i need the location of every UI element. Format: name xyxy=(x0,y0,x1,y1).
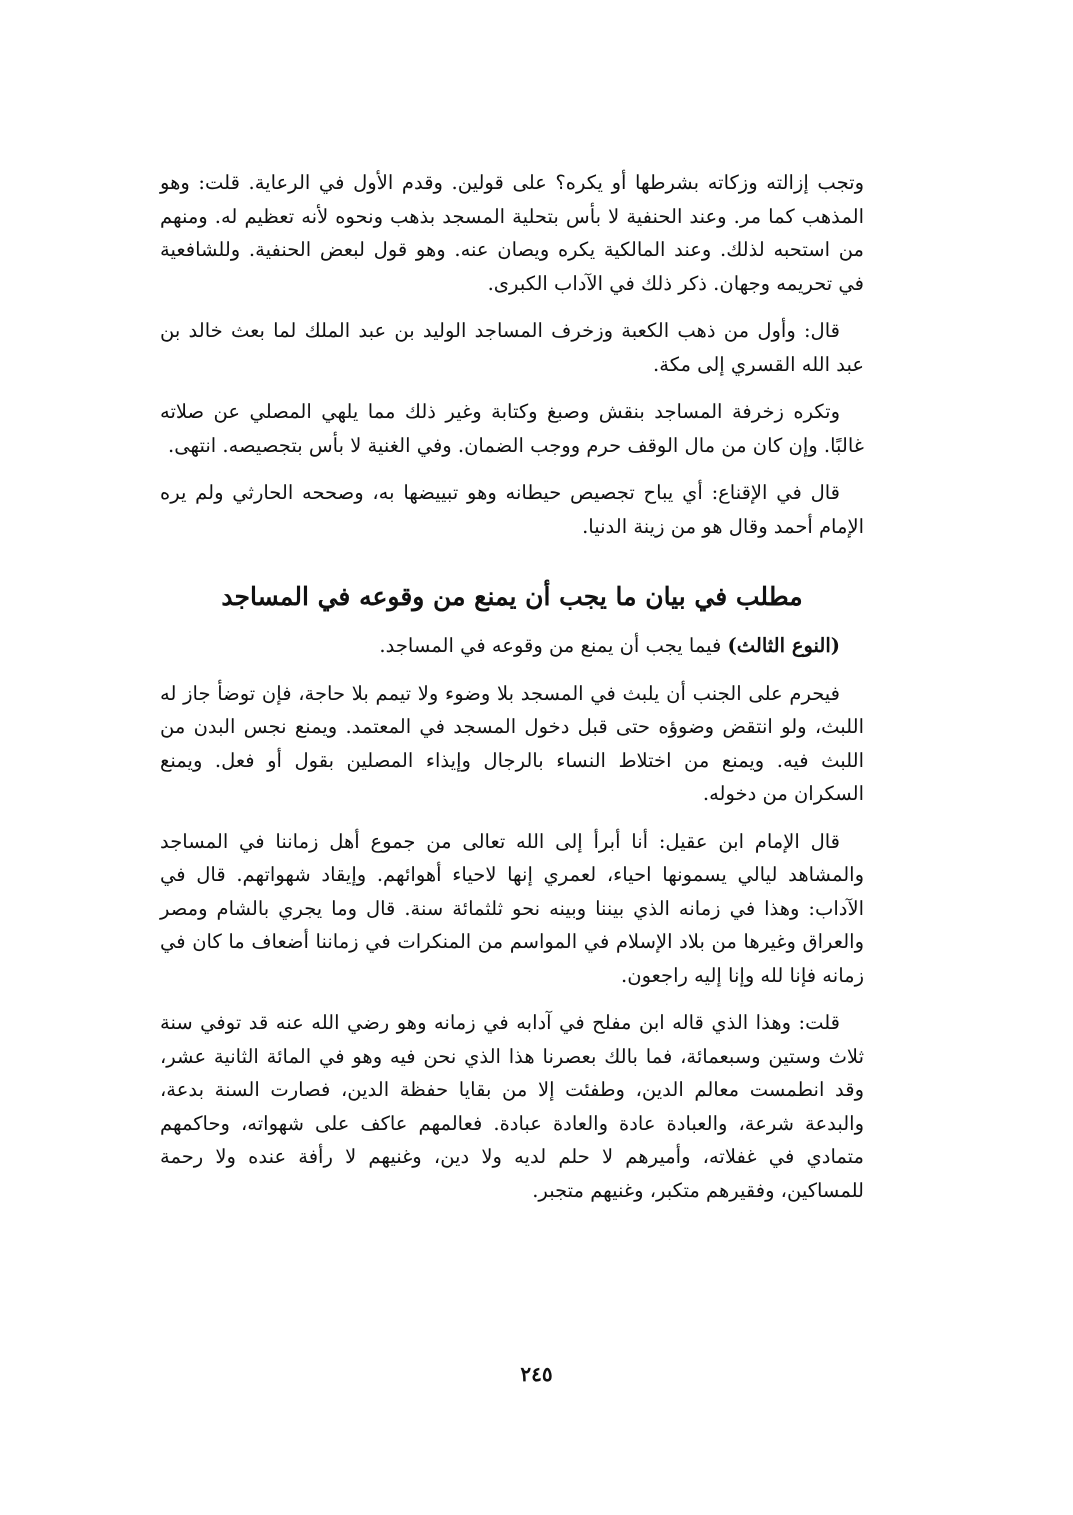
paragraph-4: قال في الإقناع: أي يباح تجصيص حيطانه وهو تبييضها به، وصححه الحارثي ولم يره الإمام أحمد وقال هو من زينة الدنيا. xyxy=(160,481,864,538)
section-heading: مطلب في بيان ما يجب أن يمنع من وقوعه في المساجد xyxy=(221,582,803,611)
paragraph-6: قال الإمام ابن عقيل: أنا أبرأ إلى الله تعالى من جموع أهل زماننا في المساجد والمشاهد ليالي يسمونها احياء، لعمري إنها لاحياء أهوائهم. وإيقاد شهواتهم. قال في الآداب: وهذا في زمانه الذي بيننا وبينه نحو ثلثمائة سنة. قال وما يجري بالشام ومصر والعراق وغيرها من بلاد الإسلام في المواسم من المنكرات في زماننا أضعاف ما كان في زمانه فإنا لله وإنا إليه راجعون. xyxy=(160,829,864,987)
paragraph-1: وتجب إزالته وزكاته بشرطها أو يكره؟ على قولين. وقدم الأول في الرعاية. قلت: وهو المذهب كما مر. وعند الحنفية لا بأس بتحلية المسجد بذهب ونحوه لأنه تعظيم له. ومنهم من استحبه لذلك. وعند المالكية يكره ويصان عنه. وهو قول لبعض الحنفية. وللشافعية في تحريمه وجهان. ذكر ذلك في الآداب الكبرى. xyxy=(160,171,864,295)
subheading-text: فيما يجب أن يمنع من وقوعه في المساجد. xyxy=(379,634,728,657)
page-body xyxy=(160,166,864,1221)
section-subheading xyxy=(160,629,864,663)
paragraph-7: قلت: وهذا الذي قاله ابن مفلح في آدابه في زمانه وهو رضي الله عنه قد توفي سنة ثلاث وستين وسبعمائة، فما بالك بعصرنا هذا الذي نحن فيه وهو في المائة الثانية عشر، وقد انطمست معالم الدين، وطفئت إلا من بقايا حفظة الدين، فصارت السنة بدعة، والبدعة شرعة، والعبادة عادة والعادة عبادة. فعالمهم عاكف على شهواته، وحاكمهم متمادي في غفلاته، وأميرهم لا حلم لديه ولا دين، وغنيهم لا رأفة عنده ولا رحمة للمساكين، وفقيرهم متكبر، وغنيهم متجبر. xyxy=(160,1011,864,1202)
paragraph-2: قال: وأول من ذهب الكعبة وزخرف المساجد الوليد بن عبد الملك لما بعث خالد بن عبد الله القسري إلى مكة. xyxy=(160,319,864,376)
page-number: ٢٤٥ xyxy=(520,1362,553,1386)
paragraph-3: وتكره زخرفة المساجد بنقش وصبغ وكتابة وغير ذلك مما يلهي المصلي عن صلاته غالبًا. وإن كان من مال الوقف حرم ووجب الضمان. وفي الغنية لا بأس بتجصيصه. انتهى. xyxy=(160,400,864,457)
paragraph-5: فيحرم على الجنب أن يلبث في المسجد بلا وضوء ولا تيمم بلا حاجة، فإن توضأ جاز له اللبث، ولو انتقض وضوؤه حتى قبل دخول المسجد في المعتمد. ويمنع نجس البدن من اللبث فيه. ويمنع من اختلاط النساء بالرجال وإيذاء المصلين بقول أو فعل. ويمنع السكران من دخوله. xyxy=(160,681,864,805)
subheading-label: (النوع الثالث) xyxy=(727,634,840,657)
